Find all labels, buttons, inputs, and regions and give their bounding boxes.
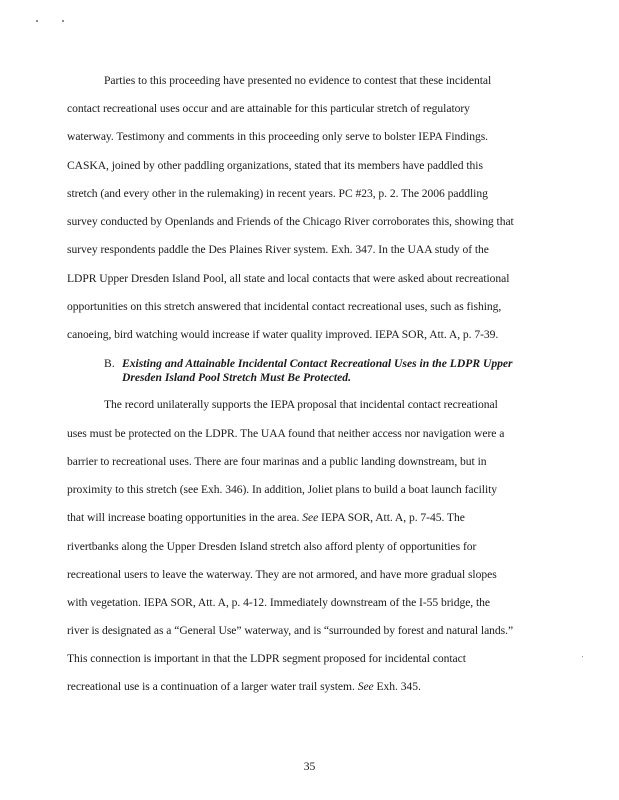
text-line: LDPR Upper Dresden Island Pool, all state and local contacts that were asked about recreational [67, 272, 510, 285]
citation-text: IEPA SOR, Att. A, p. 7-45. The [318, 511, 465, 524]
text-line: opportunities on this stretch answered that incidental contact recreational uses, such as fishing, [67, 300, 502, 313]
text-segment: that will increase boating opportunities in the area. [67, 511, 300, 524]
text-line: with vegetation. IEPA SOR, Att. A, p. 4-12. Immediately downstream of the I-55 bridge, the [67, 596, 491, 609]
scan-speck [582, 656, 583, 657]
text-line: stretch (and every other in the rulemaking) in recent years. PC #23, p. 2. The 2006 paddling [67, 187, 488, 200]
citation-text: Exh. 345. [373, 680, 421, 693]
page-number: 35 [303, 760, 316, 773]
scan-speck [36, 20, 38, 22]
scan-speck [62, 20, 64, 22]
text-line: recreational users to leave the waterway. They are not armored, and have more gradual slopes [67, 568, 497, 581]
text-line: barrier to recreational uses. There are four marinas and a public landing downstream, but in [67, 455, 487, 468]
text-line: waterway. Testimony and comments in this proceeding only serve to bolster IEPA Findings. [67, 130, 489, 143]
heading-text: Dresden Island Pool Stretch Must Be Protected. [122, 371, 351, 384]
text-line: This connection is important in that the LDPR segment proposed for incidental contact [67, 652, 466, 665]
text-line: uses must be protected on the LDPR. The UAA found that neither access nor navigation were a [67, 427, 505, 440]
citation-signal: See [302, 511, 319, 524]
heading-letter: B. [104, 357, 115, 370]
text-line: contact recreational uses occur and are attainable for this particular stretch of regulatory [67, 102, 470, 115]
heading-text: Existing and Attainable Incidental Contact Recreational Uses in the LDPR Upper [122, 357, 513, 370]
text-line: The record unilaterally supports the IEPA proposal that incidental contact recreational [104, 398, 498, 411]
text-line: survey respondents paddle the Des Plaines River system. Exh. 347. In the UAA study of the [67, 243, 489, 256]
text-line: proximity to this stretch (see Exh. 346). In addition, Joliet plans to build a boat launch facility [67, 483, 498, 496]
text-line: rivertbanks along the Upper Dresden Island stretch also afford plenty of opportunities for [67, 540, 477, 553]
text-line [67, 511, 547, 525]
text-line: Parties to this proceeding have presented no evidence to contest that these incidental [104, 74, 492, 87]
citation-signal: See [357, 680, 374, 693]
text-segment: recreational use is a continuation of a larger water trail system. [67, 680, 355, 693]
text-line [67, 680, 547, 694]
text-line: survey conducted by Openlands and Friends of the Chicago River corroborates this, showing that [67, 215, 514, 228]
text-line: river is designated as a “General Use” waterway, and is “surrounded by forest and natural lands.” [67, 624, 514, 637]
text-line: canoeing, bird watching would increase if water quality improved. IEPA SOR, Att. A, p. 7-39. [67, 328, 499, 341]
text-line: CASKA, joined by other paddling organizations, stated that its members have paddled this [67, 159, 483, 172]
